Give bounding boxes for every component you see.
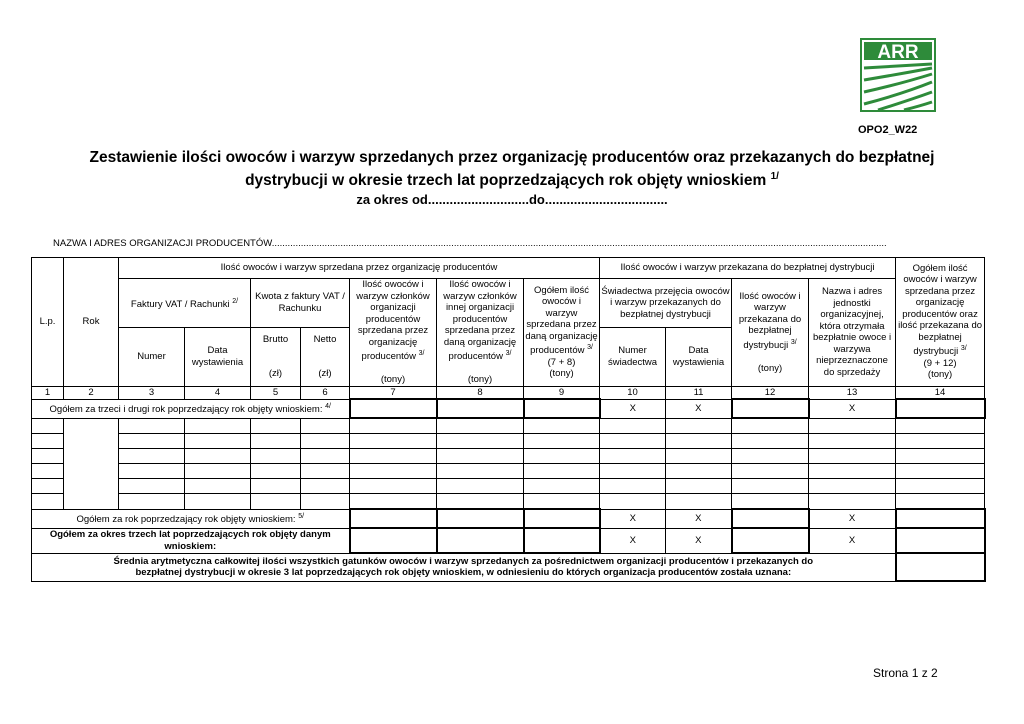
table-cell[interactable] [666,479,732,494]
row-previous-year [32,509,985,528]
table-cell[interactable] [350,479,437,494]
header-certificate-date: Data wystawienia [666,327,732,386]
table-cell[interactable] [732,418,809,434]
column-number: 6 [301,386,350,399]
input-cell[interactable] [896,528,985,553]
table-row [32,479,985,494]
footnote-marker: 3/ [587,344,593,352]
table-cell[interactable] [666,464,732,479]
table-cell[interactable] [809,418,896,434]
table-cell[interactable] [524,418,600,434]
header-other-text: Ilość owoców i warzyw członków innej organizacji producentów sprzedana przez daną organizację producentów [443,279,517,363]
table-cell[interactable] [896,494,985,510]
header-certificates: Świadectwa przejęcia owoców i warzyw przekazanych do bezpłatnej dystrybucji [600,279,732,328]
header-recipient: Nazwa i adres jednostki organizacyjnej, która otrzymała bezpłatnie owoce i warzywa nieprzeznaczone do sprzedaży [809,279,896,387]
unit-label: (zł) [318,368,332,380]
x-mark: X [600,509,666,528]
table-cell[interactable] [600,479,666,494]
column-number: 4 [185,386,251,399]
table-cell[interactable] [350,464,437,479]
table-cell[interactable] [600,434,666,449]
header-distribution-group: Ilość owoców i warzyw przekazana do bezpłatnej dystrybucji [600,258,896,279]
header-invoices [119,279,251,328]
row-third-second-label [32,399,350,418]
table-cell[interactable] [119,464,185,479]
unit-label: (tony) [549,368,574,380]
table-cell[interactable] [809,434,896,449]
arr-logo [860,38,936,112]
header-qty-distribution [732,279,809,387]
table-cell[interactable] [809,479,896,494]
table-cell[interactable] [437,479,524,494]
column-number: 9 [524,386,600,399]
header-certificate-number: Numer świadectwa [600,327,666,386]
column-number: 13 [809,386,896,399]
header-lp: L.p. [32,258,64,387]
column-number: 3 [119,386,185,399]
summary-table [31,257,986,582]
header-total-sold-text: Ogółem ilość owoców i warzyw sprzedana przez daną organizację producentów [525,284,598,357]
table-cell[interactable] [437,418,524,434]
table-cell[interactable] [600,418,666,434]
table-cell[interactable] [185,494,251,510]
table-cell[interactable] [437,449,524,464]
column-number: 10 [600,386,666,399]
header-other-org [437,279,524,387]
footnote-marker: 5/ [298,513,305,521]
unit-label: (zł) [268,368,283,380]
table-cell[interactable] [185,464,251,479]
table-cell[interactable] [251,479,301,494]
unit-label: (tony) [467,374,493,386]
table-cell[interactable] [119,494,185,510]
row-average-label [32,553,896,581]
title-line-2: dystrybucji w okresie trzech lat poprzedzających rok objęty wnioskiem [245,172,767,190]
header-netto-label: Netto [313,333,337,345]
table-cell[interactable] [600,464,666,479]
table-cell[interactable] [251,449,301,464]
table-cell[interactable] [809,494,896,510]
x-mark: X [666,509,732,528]
x-mark: X [809,528,896,553]
page-title [40,148,984,190]
table-cell[interactable] [32,434,64,449]
table-cell[interactable] [119,434,185,449]
input-cell[interactable] [896,509,985,528]
table-cell[interactable] [437,464,524,479]
table-cell[interactable] [437,494,524,510]
footnote-marker: 3/ [960,345,967,353]
table-cell[interactable] [32,449,64,464]
header-members [350,279,437,387]
table-cell[interactable] [350,418,437,434]
unit-label: (tony) [757,362,783,374]
header-sold-group: Ilość owoców i warzyw sprzedana przez organizację producentów [119,258,600,279]
input-cell[interactable] [896,399,985,418]
table-cell[interactable] [524,479,600,494]
column-number: 8 [437,386,524,399]
table-cell[interactable] [32,479,64,494]
table-cell[interactable] [732,494,809,510]
header-total-formula: (9 + 12) [923,357,957,369]
header-amount: Kwota z faktury VAT / Rachunku [251,279,350,328]
header-invoices-text: Faktury VAT / Rachunki [130,298,230,310]
column-number: 5 [251,386,301,399]
unit-label: (tony) [380,374,406,386]
table-cell[interactable] [251,494,301,510]
row-three-years [32,528,985,553]
table-cell[interactable] [524,464,600,479]
x-mark: X [600,399,666,418]
column-number: 2 [64,386,119,399]
header-total-sold-formula: (7 + 8) [547,356,576,368]
input-cell[interactable] [524,528,600,553]
table-row [32,464,985,479]
header-invoice-date: Data wystawienia [185,327,251,386]
header-brutto [251,327,301,386]
table-cell[interactable] [437,434,524,449]
table-cell[interactable] [896,449,985,464]
table-cell[interactable] [732,434,809,449]
input-cell[interactable] [437,509,524,528]
table-cell[interactable] [251,434,301,449]
table-cell[interactable] [119,418,185,434]
table-cell[interactable] [350,434,437,449]
table-cell[interactable] [732,449,809,464]
table-cell[interactable] [119,479,185,494]
table-cell[interactable] [185,479,251,494]
input-cell[interactable] [732,509,809,528]
table-cell[interactable] [64,418,119,509]
footnote-marker: 3/ [418,350,425,357]
title-line-1: Zestawienie ilości owoców i warzyw sprzedanych przez organizację producentów oraz przekazanych do bezpłatnej [89,149,935,166]
table-cell[interactable] [185,434,251,449]
header-rok: Rok [64,258,119,387]
table-cell[interactable] [809,449,896,464]
table-cell[interactable] [732,479,809,494]
table-cell[interactable] [732,464,809,479]
row-average [32,553,985,581]
table-cell[interactable] [301,418,350,434]
column-number: 14 [896,386,985,399]
table-cell[interactable] [809,464,896,479]
header-total-text: Ogółem ilość owoców i warzyw sprzedana przez organizację producentów oraz ilość przekazana do bezpłatnej dystrybucji [898,262,983,358]
logo-text: ARR [877,42,919,63]
table-cell[interactable] [524,494,600,510]
page-number: Strona 1 z 2 [873,666,938,680]
column-number: 1 [32,386,64,399]
table-cell[interactable] [350,449,437,464]
header-netto [301,327,350,386]
header-total-sold [524,279,600,387]
x-mark: X [666,528,732,553]
table-row [32,449,985,464]
table-cell[interactable] [32,494,64,510]
table-cell[interactable] [896,464,985,479]
x-mark: X [809,509,896,528]
row-previous-label [32,509,350,528]
column-number: 12 [732,386,809,399]
table-cell[interactable] [119,449,185,464]
table-cell[interactable] [896,479,985,494]
table-cell[interactable] [301,479,350,494]
input-cell[interactable] [350,509,437,528]
input-cell[interactable] [896,553,985,581]
table-cell[interactable] [524,449,600,464]
table-cell[interactable] [32,464,64,479]
table-cell[interactable] [524,434,600,449]
footnote-marker: 3/ [505,350,512,357]
column-number: 7 [350,386,437,399]
table-cell[interactable] [185,449,251,464]
table-cell[interactable] [666,449,732,464]
input-cell[interactable] [350,528,437,553]
input-cell[interactable] [437,528,524,553]
input-cell[interactable] [524,509,600,528]
average-line-2: bezpłatnej dystrybucji w okresie 3 lat poprzedzających rok objęty wnioskiem, w odniesieniu do których organizacja producentów została uznana: [135,567,792,579]
table-cell[interactable] [600,494,666,510]
table-row [32,434,985,449]
period-line: za okres od............................do.................................. [356,192,668,207]
title-footnote: 1/ [770,171,779,182]
input-cell[interactable] [524,399,600,418]
table-cell[interactable] [301,434,350,449]
table-cell[interactable] [301,449,350,464]
row-three-years-label: Ogółem za okres trzech lat poprzedzających rok objęty danym wnioskiem: [32,528,350,553]
table-cell[interactable] [185,418,251,434]
table-cell[interactable] [666,434,732,449]
table-row [32,418,985,434]
header-invoice-number: Numer [119,327,185,386]
x-mark: X [600,528,666,553]
table-cell[interactable] [251,418,301,434]
table-cell[interactable] [32,418,64,434]
form-code: OPO2_W22 [858,124,918,136]
x-mark: X [666,399,732,418]
average-line-1: Średnia arytmetyczna całkowitej ilości wszystkich gatunków owoców i warzyw sprzedanych za pośrednictwem organizacji producentów i przekazanych do [113,555,814,567]
table-cell[interactable] [350,494,437,510]
footnote-marker: 3/ [790,338,797,346]
input-cell[interactable] [732,528,809,553]
row-label-text: Ogółem za trzeci i drugi rok poprzedzający rok objęty wnioskiem: [49,404,323,416]
table-cell[interactable] [666,494,732,510]
row-third-second-year [32,399,985,418]
header-total [896,258,985,387]
footnote-marker: 4/ [325,403,331,411]
row-label-text: Ogółem za rok poprzedzający rok objęty wnioskiem: [76,514,296,526]
table-cell[interactable] [251,464,301,479]
table-cell[interactable] [301,494,350,510]
header-brutto-label: Brutto [262,333,289,345]
input-cell[interactable] [437,399,524,418]
table-cell[interactable] [896,418,985,434]
input-cell[interactable] [732,399,809,418]
column-number: 11 [666,386,732,399]
input-cell[interactable] [350,399,437,418]
x-mark: X [809,399,896,418]
table-cell[interactable] [666,418,732,434]
table-cell[interactable] [600,449,666,464]
table-cell[interactable] [896,434,985,449]
table-row [32,494,985,510]
header-members-text: Ilość owoców i warzyw członków organizacji producentów sprzedana przez organizację producentów [356,279,430,363]
header-qty-distribution-text: Ilość owoców i warzyw przekazana do bezpłatnej dystrybucji [738,290,802,351]
table-cell[interactable] [301,464,350,479]
organization-name-field[interactable]: NAZWA I ADRES ORGANIZACJI PRODUCENTÓW......................................................................................................................................................................................................................................... [53,238,887,249]
unit-label: (tony) [927,369,953,381]
footnote-marker: 2/ [232,297,239,305]
